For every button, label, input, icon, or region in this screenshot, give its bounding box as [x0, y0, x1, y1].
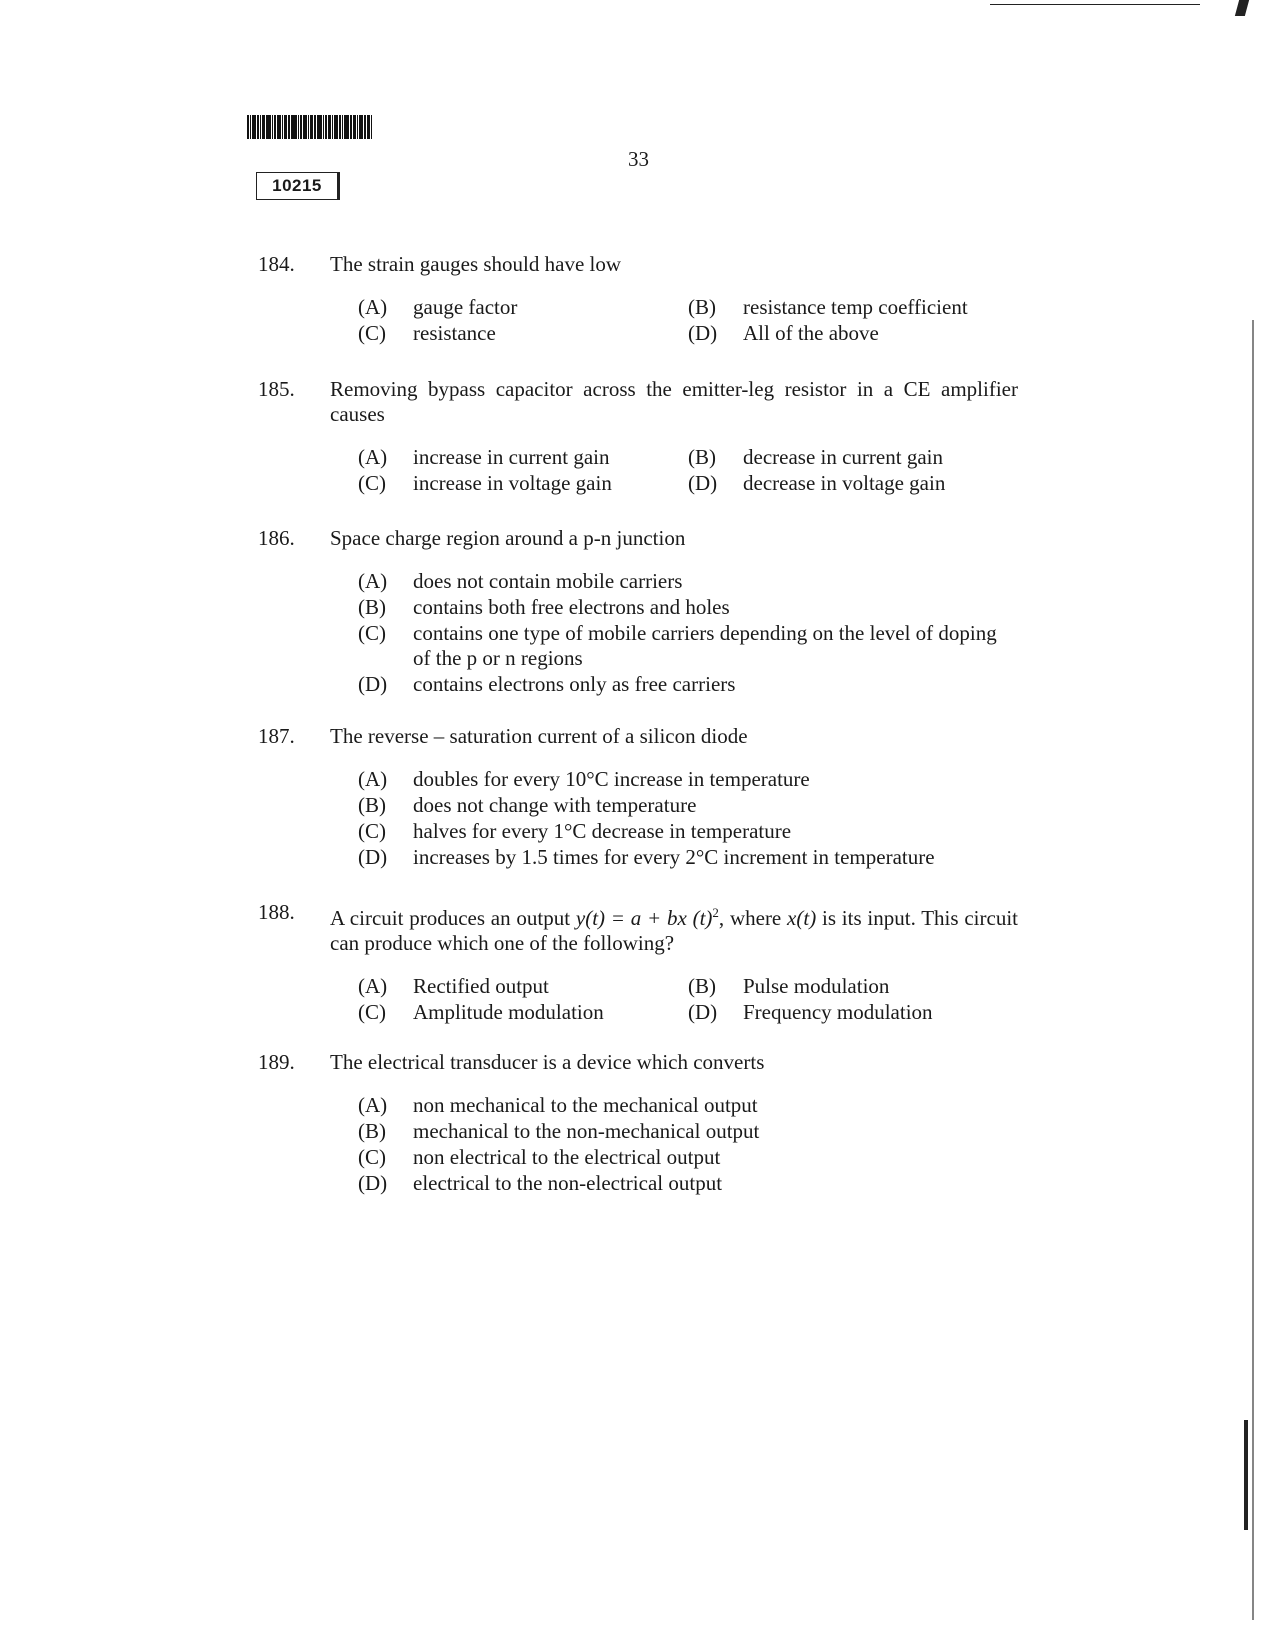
option-letter: (C) [358, 819, 386, 843]
option-d [358, 672, 1018, 697]
option-a [358, 445, 688, 470]
option-letter: (A) [358, 1093, 388, 1117]
options [358, 445, 1018, 496]
option-text: does not contain mobile carriers [413, 569, 683, 593]
option-text: contains both free electrons and holes [413, 595, 730, 619]
option-text: decrease in voltage gain [743, 471, 946, 495]
option-letter: (C) [358, 1145, 386, 1169]
option-c [358, 819, 1018, 844]
option-letter: (A) [358, 767, 388, 791]
question-188 [258, 900, 1018, 1025]
question-185 [258, 377, 1018, 496]
option-a [358, 1093, 1018, 1118]
option-c [358, 621, 1018, 671]
question-text: Space charge region around a p-n junction [330, 526, 686, 550]
question-number: 186. [258, 526, 295, 550]
booklet-code: 10215 [256, 172, 340, 200]
question-text: Removing bypass capacitor across the emitter-leg resistor in a CE amplifier causes [330, 377, 1018, 426]
question-text [330, 900, 1018, 956]
option-c [358, 471, 688, 496]
options [358, 569, 1018, 697]
option-letter: (A) [358, 295, 388, 319]
option-letter: (D) [358, 1171, 388, 1195]
option-letter: (B) [358, 793, 386, 817]
formula-exponent: 2 [712, 905, 719, 920]
option-d [358, 1171, 1018, 1196]
option-text: electrical to the non-electrical output [413, 1171, 723, 1195]
option-text: Frequency modulation [743, 1000, 933, 1024]
option-text: increase in voltage gain [413, 471, 612, 495]
option-letter: (D) [688, 321, 718, 345]
option-letter: (B) [358, 595, 386, 619]
question-number: 189. [258, 1050, 295, 1074]
option-text: decrease in current gain [743, 445, 943, 469]
question-189 [258, 1050, 1018, 1197]
option-letter: (B) [358, 1119, 386, 1143]
question-text: The reverse – saturation current of a silicon diode [330, 724, 748, 748]
option-a [358, 569, 1018, 594]
question-184 [258, 252, 1018, 346]
question-text-part: A circuit produces an output [330, 906, 576, 930]
option-b [688, 295, 1018, 320]
option-b [688, 445, 1018, 470]
option-text: Amplitude modulation [413, 1000, 604, 1024]
option-letter: (A) [358, 569, 388, 593]
option-letter: (D) [358, 672, 388, 696]
scan-edge-line-top [990, 4, 1200, 5]
option-letter: (A) [358, 445, 388, 469]
option-letter: (D) [688, 1000, 718, 1024]
option-a [358, 974, 688, 999]
option-letter: (D) [688, 471, 718, 495]
option-a [358, 767, 1018, 792]
options [358, 974, 1018, 1025]
option-letter: (C) [358, 471, 386, 495]
question-number: 188. [258, 900, 295, 924]
option-letter: (C) [358, 321, 386, 345]
option-a [358, 295, 688, 320]
option-text: increase in current gain [413, 445, 610, 469]
option-text: resistance temp coefficient [743, 295, 968, 319]
question-number: 184. [258, 252, 295, 276]
option-text: mechanical to the non-mechanical output [413, 1119, 760, 1143]
option-text: contains electrons only as free carriers [413, 672, 736, 696]
option-b [358, 793, 1018, 818]
question-text-part: , where [718, 906, 788, 930]
output-formula: y(t) = a + bx (t) [575, 906, 713, 930]
option-letter: (A) [358, 974, 388, 998]
option-d [358, 845, 1018, 870]
option-letter: (C) [358, 621, 386, 645]
question-text: The electrical transducer is a device which converts [330, 1050, 765, 1074]
options [358, 1093, 1018, 1196]
scan-edge-mark [1244, 1420, 1248, 1530]
option-c [358, 1000, 688, 1025]
option-letter: (B) [688, 445, 716, 469]
question-text: The strain gauges should have low [330, 252, 622, 276]
option-d [688, 1000, 1018, 1025]
option-d [688, 471, 1018, 496]
question-number: 187. [258, 724, 295, 748]
option-text: increases by 1.5 times for every 2°C increment in temperature [413, 845, 935, 869]
option-b [688, 974, 1018, 999]
question-text-part: is its input. This circuit can produce which one of the following? [330, 906, 1018, 955]
option-letter: (C) [358, 1000, 386, 1024]
option-d [688, 321, 1018, 346]
options [358, 295, 1018, 346]
page-number: 33 [628, 147, 649, 171]
option-text: doubles for every 10°C increase in temperature [413, 767, 810, 791]
option-letter: (B) [688, 974, 716, 998]
scan-edge-line-right [1252, 320, 1254, 1620]
option-text: All of the above [743, 321, 879, 345]
option-text: non electrical to the electrical output [413, 1145, 721, 1169]
input-variable: x(t) [787, 906, 817, 930]
option-b [358, 1119, 1018, 1144]
options [358, 767, 1018, 870]
option-c [358, 1145, 1018, 1170]
option-text: contains one type of mobile carriers depending on the level of doping of the p or n regions [413, 621, 997, 670]
barcode [247, 115, 392, 139]
question-186 [258, 526, 1018, 698]
option-letter: (D) [358, 845, 388, 869]
option-c [358, 321, 688, 346]
option-text: Pulse modulation [743, 974, 890, 998]
scan-corner-mark [1235, 0, 1249, 16]
option-text: gauge factor [413, 295, 518, 319]
option-text: non mechanical to the mechanical output [413, 1093, 758, 1117]
option-text: resistance [413, 321, 496, 345]
question-187 [258, 724, 1018, 871]
option-text: does not change with temperature [413, 793, 697, 817]
option-text: Rectified output [413, 974, 549, 998]
option-letter: (B) [688, 295, 716, 319]
option-b [358, 595, 1018, 620]
question-number: 185. [258, 377, 295, 401]
option-text: halves for every 1°C decrease in temperature [413, 819, 792, 843]
